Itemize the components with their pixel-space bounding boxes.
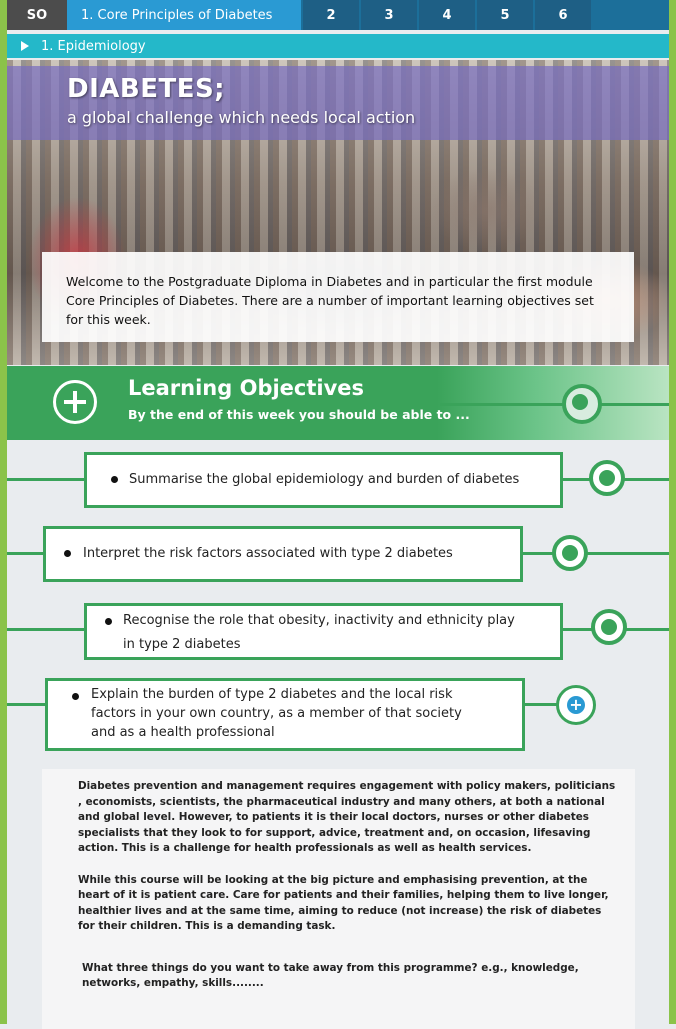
welcome-text: Welcome to the Postgraduate Diploma in Diabetes and in particular the first module Core Principles of Diabetes. There are a number of important learning objectives set for this week. [42, 252, 634, 342]
expand-plus-icon[interactable] [556, 685, 596, 725]
connector-line [440, 403, 670, 406]
tab-5[interactable]: 5 [477, 0, 533, 30]
node-circle-icon[interactable] [591, 609, 627, 645]
bullet [72, 693, 79, 700]
reflection-question: What three things do you want to take away from this programme? e.g., knowledge, networks, empathy, skills........ [82, 961, 579, 989]
connector-line [7, 628, 87, 631]
tab-core-principles[interactable]: 1. Core Principles of Diabetes [67, 0, 301, 30]
bullet [111, 476, 118, 483]
bullet [64, 550, 71, 557]
objective-item-2 [43, 526, 523, 582]
objective-text-line1: Recognise the role that obesity, inactivity and ethnicity play [123, 613, 515, 628]
objectives-title: Learning Objectives [128, 376, 365, 400]
node-circle-icon[interactable] [552, 535, 588, 571]
objective-item-3 [84, 603, 563, 660]
hero-subtitle: a global challenge which needs local action [67, 108, 416, 127]
section-header-epidemiology[interactable] [7, 34, 669, 58]
plus-icon: + [567, 696, 585, 714]
tab-4[interactable]: 4 [419, 0, 475, 30]
hero-title: DIABETES; [67, 74, 226, 104]
objectives-subtitle: By the end of this week you should be able to ... [128, 407, 470, 422]
objective-text-line2: in type 2 diabetes [123, 637, 241, 652]
objective-text: Summarise the global epidemiology and burden of diabetes [129, 472, 520, 487]
body-paragraph-1: Diabetes prevention and management requires engagement with policy makers, politicians , economists, scientists, the pharmaceutical industry and many others, at both a national and global level. However, to patients it is their local doctors, nurses or other diabetes specialists that they look to for support, advice, treatment and, on occasion, lifesaving action. This is a challenge for health professionals as well as health services. [78, 780, 616, 854]
objective-text: Interpret the risk factors associated with type 2 diabetes [83, 546, 453, 561]
connector-line [7, 703, 47, 706]
play-triangle-icon [21, 41, 29, 51]
node-circle-icon [562, 384, 602, 424]
tab-3[interactable]: 3 [361, 0, 417, 30]
tab-so[interactable]: SO [7, 0, 67, 30]
tab-6[interactable]: 6 [535, 0, 591, 30]
plus-circle-icon [53, 380, 97, 424]
objective-text-line1: Explain the burden of type 2 diabetes and the local risk [91, 687, 453, 702]
connector-line [7, 478, 87, 481]
objective-item-4 [45, 678, 525, 751]
objective-text-line3: and as a health professional [91, 725, 275, 740]
top-navigation [7, 0, 669, 30]
bullet [105, 618, 112, 625]
connector-line [520, 552, 670, 555]
connector-line [522, 703, 557, 706]
objective-text-line2: factors in your own country, as a member of that society [91, 706, 462, 721]
node-circle-icon[interactable] [589, 460, 625, 496]
section-label: 1. Epidemiology [41, 38, 146, 54]
objective-item-1 [84, 452, 563, 508]
connector-line [7, 552, 47, 555]
hero-banner [7, 60, 669, 365]
body-paragraph-2: While this course will be looking at the big picture and emphasising prevention, at the heart of it is patient care. Care for patients and their families, helping them to live longer, healthier lives and at the same time, aiming to reduce (not increase) the risk of diabetes for their children. This is a demanding task. [78, 873, 609, 932]
tab-2[interactable]: 2 [303, 0, 359, 30]
body-text-card [42, 769, 635, 1029]
